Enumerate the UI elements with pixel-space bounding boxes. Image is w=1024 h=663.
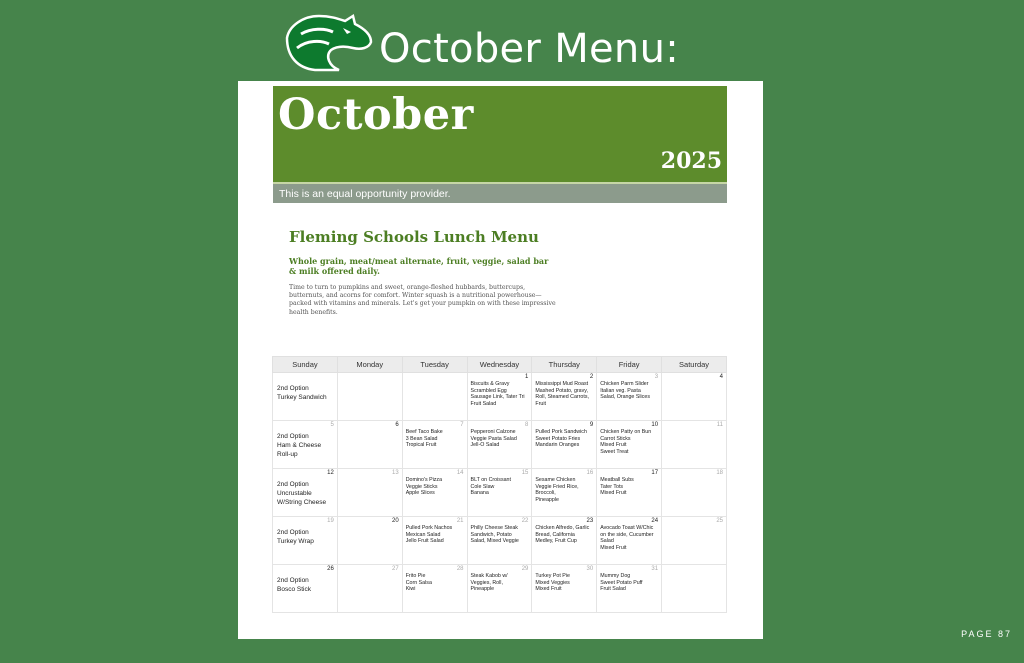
menu-items: Chicken Alfredo, Garlic Bread, California Medley, Fruit Cup <box>535 525 590 545</box>
menu-items: Domino's Pizza Veggie Sticks Apple Slices <box>405 477 443 497</box>
day-number: 30 <box>586 566 594 572</box>
menu-items: Turkey Pot Pie Mixed Veggies Mixed Fruit <box>535 573 570 593</box>
day-number <box>406 374 464 381</box>
day-number: 5 <box>330 422 334 428</box>
calendar-day-cell <box>402 373 467 421</box>
second-option-text: 2nd Option Turkey Wrap <box>277 529 314 545</box>
second-option-text: 2nd Option Turkey Sandwich <box>277 385 327 401</box>
day-number: 6 <box>395 422 399 428</box>
banner-year: 2025 <box>660 148 722 174</box>
day-number: 7 <box>460 422 464 428</box>
day-number: 16 <box>586 470 594 476</box>
calendar-week-row <box>273 469 727 517</box>
menu-items: Chicken Patty on Bun Carrot Sticks Mixed Fruit Sweet Treat <box>600 429 652 455</box>
calendar-body <box>273 373 727 613</box>
menu-tagline: Whole grain, meat/meat alternate, fruit, veggie, salad bar & milk offered daily. <box>289 256 549 276</box>
calendar-day-cell <box>662 517 727 565</box>
day-number: 13 <box>392 470 399 476</box>
calendar-day-cell <box>273 517 338 565</box>
calendar-day-cell <box>467 373 532 421</box>
day-number: 21 <box>456 518 464 524</box>
day-header: Tuesday <box>402 357 467 373</box>
calendar-day-cell <box>273 373 338 421</box>
calendar-day-cell <box>467 469 532 517</box>
calendar-day-cell <box>337 469 402 517</box>
menu-items: Mississippi Mud Roast Mashed Potato, gravy, Roll, Steamed Carrots, Fruit <box>535 381 589 407</box>
day-number: 3 <box>654 374 659 380</box>
calendar-day-cell <box>532 469 597 517</box>
day-number: 4 <box>719 374 723 380</box>
calendar-day-cell <box>532 373 597 421</box>
day-number: 9 <box>589 422 594 428</box>
menu-items: BLT on Croissant Cole Slaw Banana <box>470 477 511 497</box>
day-number: 2 <box>589 374 594 380</box>
day-header: Wednesday <box>467 357 532 373</box>
calendar-day-cell <box>662 565 727 613</box>
panther-head-logo-icon <box>285 12 373 74</box>
menu-items: Avocado Toast W/Chic on the side, Cucumber Salad Mixed Fruit <box>600 525 654 551</box>
calendar-day-cell <box>273 469 338 517</box>
day-number: 23 <box>586 518 594 524</box>
menu-items: Beef Taco Bake 3 Bean Salad Tropical Fruit <box>405 429 443 449</box>
calendar-day-cell <box>597 469 662 517</box>
day-number: 24 <box>651 518 659 524</box>
day-header: Sunday <box>273 357 338 373</box>
calendar-week-row <box>273 517 727 565</box>
calendar-day-cell <box>337 421 402 469</box>
day-header: Saturday <box>662 357 727 373</box>
menu-items: Pulled Pork Nachos Mexican Salad Jello Fruit Salad <box>405 525 453 545</box>
calendar-day-cell <box>662 421 727 469</box>
day-number: 8 <box>525 422 529 428</box>
page-number: PAGE 87 <box>961 629 1012 639</box>
calendar-day-cell <box>337 517 402 565</box>
lunch-calendar <box>272 356 727 613</box>
menu-items: Pulled Pork Sandwich Sweet Potato Fries Mandarin Oranges <box>535 429 587 449</box>
slide-title: October Menu: <box>379 26 679 72</box>
calendar-day-cell <box>532 421 597 469</box>
day-number: 1 <box>525 374 529 380</box>
calendar-day-cell <box>532 565 597 613</box>
calendar-day-cell <box>467 517 532 565</box>
calendar-week-row <box>273 373 727 421</box>
day-number: 26 <box>327 566 334 572</box>
day-number: 18 <box>716 470 723 476</box>
calendar-week-row <box>273 421 727 469</box>
day-number: 22 <box>521 518 529 524</box>
menu-items: Mummy Dog Sweet Potato Puff Fruit Salad <box>600 573 643 593</box>
menu-items: Steak Kabob w/ Veggies, Roll, Pineapple <box>470 573 508 593</box>
calendar-day-cell <box>402 421 467 469</box>
calendar-day-cell <box>597 565 662 613</box>
calendar-day-cell <box>532 517 597 565</box>
day-number: 19 <box>327 518 334 524</box>
calendar-day-cell <box>273 565 338 613</box>
calendar-day-cell <box>337 565 402 613</box>
second-option-text: 2nd Option Bosco Stick <box>277 577 311 593</box>
menu-items: Meatball Subs Tater Tots Mixed Fruit <box>600 477 634 497</box>
day-number <box>341 374 399 381</box>
day-number: 17 <box>651 470 659 476</box>
day-number: 10 <box>651 422 659 428</box>
day-number: 15 <box>521 470 529 476</box>
menu-items: Biscuits & Gravy Scrambled Egg Sausage Link, Tater Tri Fruit Salad <box>470 381 525 407</box>
day-number: 27 <box>392 566 399 572</box>
menu-items: Pepperoni Calzone Veggie Pasta Salad Jell-O Salad <box>470 429 517 449</box>
calendar-day-cell <box>402 517 467 565</box>
calendar-day-cell <box>597 421 662 469</box>
calendar-day-cell <box>597 373 662 421</box>
calendar-day-cell <box>402 469 467 517</box>
day-number: 29 <box>521 566 529 572</box>
banner-month: October <box>278 90 474 140</box>
calendar-header-row <box>273 357 727 373</box>
menu-items: Sesame Chicken Veggie Fried Rice, Broccoli, Pineapple <box>535 477 579 503</box>
month-banner <box>273 86 727 182</box>
day-number: 31 <box>651 566 659 572</box>
calendar-day-cell <box>467 565 532 613</box>
calendar-day-cell <box>662 373 727 421</box>
menu-document <box>238 81 763 639</box>
menu-items: Frito Pie Corn Salsa Kiwi <box>405 573 432 593</box>
calendar-day-cell <box>402 565 467 613</box>
day-number: 12 <box>327 470 334 476</box>
calendar-day-cell <box>273 421 338 469</box>
calendar-day-cell <box>597 517 662 565</box>
second-option-text: 2nd Option Ham & Cheese Roll-up <box>277 433 322 458</box>
day-number: 20 <box>392 518 399 524</box>
calendar-week-row <box>273 565 727 613</box>
menu-items: Chicken Parm Slider Italian veg. Pasta Salad, Orange Slices <box>600 381 650 401</box>
day-number: 28 <box>456 566 464 572</box>
calendar-day-cell <box>337 373 402 421</box>
intro-paragraph: Time to turn to pumpkins and sweet, orange-fleshed hubbards, buttercups, butternuts, and acorns for comfort. Winter squash is a nutritional powerhouse—packed with vitamins and minerals. Let's get your pumpkin on with these impressive health benefits. <box>289 284 556 316</box>
second-option-text: 2nd Option Uncrustable W/String Cheese <box>277 481 327 506</box>
day-number <box>276 374 334 381</box>
day-number <box>665 566 723 573</box>
menu-items: Philly Cheese Steak Sandwich, Potato Salad, Mixed Veggie <box>470 525 519 545</box>
equal-opportunity-statement: This is an equal opportunity provider. <box>273 182 727 203</box>
day-number: 25 <box>716 518 723 524</box>
day-header: Thursday <box>532 357 597 373</box>
calendar-day-cell <box>662 469 727 517</box>
day-number: 11 <box>716 422 723 428</box>
day-header: Friday <box>597 357 662 373</box>
calendar-day-cell <box>467 421 532 469</box>
day-number: 14 <box>456 470 464 476</box>
menu-title: Fleming Schools Lunch Menu <box>289 228 539 246</box>
day-header: Monday <box>337 357 402 373</box>
